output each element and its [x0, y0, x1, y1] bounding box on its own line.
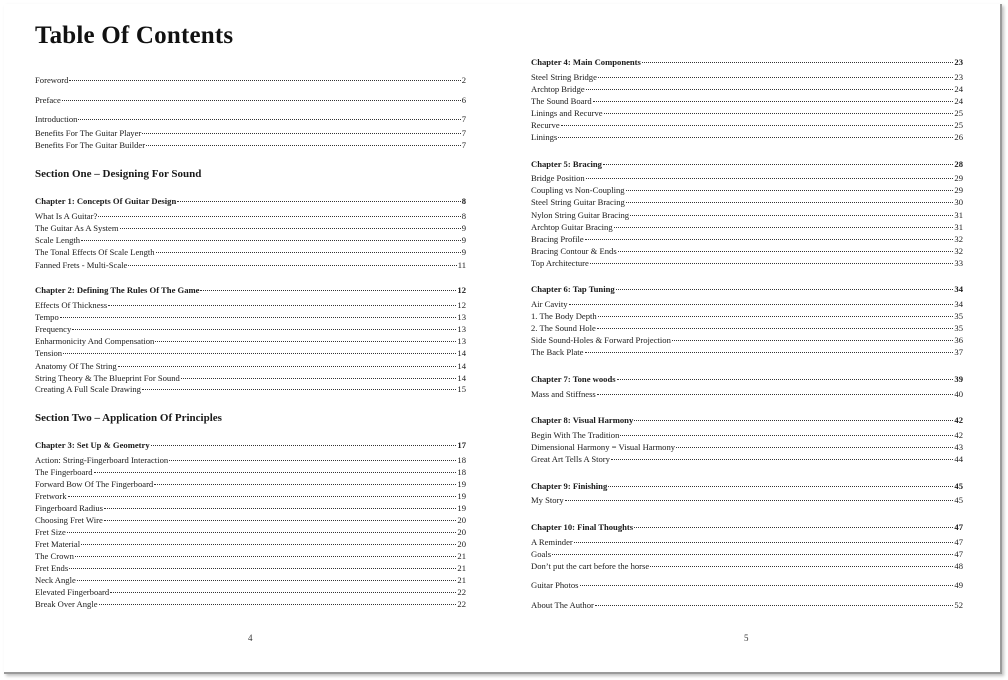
toc-entry-row: [35, 479, 466, 490]
toc-entry-title: Chapter 10: Final Thoughts: [531, 522, 634, 532]
toc-entry-row: [531, 311, 963, 322]
toc-entry-row: [531, 600, 963, 611]
toc-entry-title: Chapter 4: Main Components: [531, 57, 641, 67]
toc-entry-row: [531, 454, 963, 465]
toc-entry-title: The Guitar As A System: [35, 223, 119, 233]
toc-entry-title: Chapter 7: Tone woods: [531, 374, 616, 384]
toc-page-number: 28: [954, 159, 963, 169]
dot-leader: [69, 568, 456, 569]
toc-entry-row: [531, 347, 963, 358]
toc-page-number: 19: [457, 503, 466, 513]
toc-entry-title: Linings: [531, 132, 558, 142]
toc-page-number: 33: [954, 258, 963, 268]
page-number-left: 4: [248, 633, 253, 643]
toc-entry-row: [35, 324, 466, 335]
toc-page-number: 15: [457, 384, 466, 394]
toc-entry-row: [531, 222, 963, 233]
toc-page-number: 7: [461, 114, 466, 124]
toc-entry-row: [531, 537, 963, 548]
toc-entry-title: Break Over Angle: [35, 599, 98, 609]
toc-entry-row: [35, 467, 466, 478]
dot-leader: [569, 304, 954, 305]
toc-entry-title: Chapter 5: Bracing: [531, 159, 602, 169]
dot-leader: [561, 125, 954, 126]
dot-leader: [617, 379, 954, 380]
toc-entry-title: Benefits For The Guitar Builder: [35, 140, 146, 150]
toc-page-number: 8: [461, 196, 466, 206]
dot-leader: [634, 527, 953, 528]
toc-entry-row: [531, 580, 963, 591]
dot-leader: [81, 240, 461, 241]
toc-entry-row: [531, 258, 963, 269]
toc-entry-title: Action: String-Fingerboard Interaction: [35, 455, 169, 465]
toc-entry-row: [35, 247, 466, 258]
toc-page-number: 23: [954, 72, 963, 82]
toc-entry-row: [531, 210, 963, 221]
toc-page-number: 2: [461, 75, 466, 85]
toc-entry-row: [531, 96, 963, 107]
toc-entry-title: Fretwork: [35, 491, 67, 501]
toc-entry-row: [531, 234, 963, 245]
toc-entry-row: [531, 72, 963, 83]
toc-page-number: 20: [457, 527, 466, 537]
toc-entry-row: [531, 549, 963, 560]
dot-leader: [69, 80, 460, 81]
dot-leader: [181, 378, 457, 379]
toc-chapter-row: [35, 196, 466, 207]
toc-entry-row: [35, 527, 466, 538]
toc-chapter-row: [531, 159, 963, 170]
toc-page-number: 31: [954, 222, 963, 232]
toc-entry-title: Goals: [531, 549, 552, 559]
toc-entry-row: [35, 361, 466, 372]
toc-chapter-row: [531, 415, 963, 426]
toc-entry-title: My Story: [531, 495, 564, 505]
dot-leader: [676, 447, 953, 448]
toc-page-number: 30: [954, 197, 963, 207]
toc-entry-title: Benefits For The Guitar Player: [35, 128, 142, 138]
toc-page-number: 36: [954, 335, 963, 345]
toc-page-number: 12: [457, 285, 466, 295]
toc-page-number: 20: [457, 539, 466, 549]
toc-entry-row: [531, 197, 963, 208]
toc-entry-row: [35, 300, 466, 311]
toc-page-number: 19: [457, 479, 466, 489]
toc-entry-row: [531, 120, 963, 131]
dot-leader: [177, 201, 460, 202]
toc-page-number: 9: [461, 247, 466, 257]
dot-leader: [72, 329, 456, 330]
toc-entry-title: About The Author: [531, 600, 594, 610]
toc-chapter-row: [35, 285, 466, 296]
toc-entry-row: [531, 430, 963, 441]
toc-entry-row: [35, 563, 466, 574]
toc-entry-title: Steel String Bridge: [531, 72, 597, 82]
dot-leader: [626, 190, 954, 191]
toc-entry-row: [35, 575, 466, 586]
toc-entry-row: [35, 336, 466, 347]
toc-entry-title: Choosing Fret Wire: [35, 515, 103, 525]
toc-page-number: 7: [461, 128, 466, 138]
dot-leader: [110, 592, 456, 593]
toc-page-number: 14: [457, 348, 466, 358]
toc-chapter-row: [531, 284, 963, 295]
dot-leader: [585, 239, 954, 240]
toc-page-number: 23: [954, 57, 963, 67]
toc-chapter-row: [531, 57, 963, 68]
toc-page-number: 47: [954, 549, 963, 559]
dot-leader: [597, 394, 954, 395]
toc-entry-row: [35, 503, 466, 514]
toc-page-number: 12: [457, 300, 466, 310]
toc-entry-title: Elevated Fingerboard: [35, 587, 110, 597]
toc-entry-title: Nylon String Guitar Bracing: [531, 210, 630, 220]
dot-leader: [154, 484, 456, 485]
page-number-right: 5: [744, 633, 749, 643]
toc-page-number: 29: [954, 185, 963, 195]
toc-entry-title: Chapter 9: Finishing: [531, 481, 608, 491]
toc-page-number: 32: [954, 234, 963, 244]
toc-page-number: 26: [954, 132, 963, 142]
toc-entry-row: [35, 114, 466, 125]
dot-leader: [634, 420, 953, 421]
toc-entry-row: [35, 373, 466, 384]
dot-leader: [620, 435, 953, 436]
toc-chapter-row: [531, 481, 963, 492]
toc-page-number: 42: [954, 430, 963, 440]
toc-entry-title: The Back Plate: [531, 347, 584, 357]
dot-leader: [67, 532, 457, 533]
toc-entry-title: Creating A Full Scale Drawing: [35, 384, 141, 394]
toc-entry-title: Top Architecture: [531, 258, 589, 268]
dot-leader: [565, 500, 954, 501]
toc-page-number: 45: [954, 481, 963, 491]
toc-entry-title: Fanned Frets - Multi-Scale: [35, 260, 128, 270]
dot-leader: [672, 340, 954, 341]
toc-entry-title: Fret Size: [35, 527, 66, 537]
toc-page-number: 13: [457, 312, 466, 322]
toc-entry-row: [531, 323, 963, 334]
toc-entry-title: Frequency: [35, 324, 72, 334]
dot-leader: [650, 566, 953, 567]
toc-entry-title: What Is A Guitar?: [35, 211, 98, 221]
dot-leader: [598, 316, 954, 317]
dot-leader: [585, 352, 954, 353]
dot-leader: [630, 215, 953, 216]
dot-leader: [81, 544, 456, 545]
toc-page-number: 24: [954, 84, 963, 94]
toc-entry-row: [35, 599, 466, 610]
toc-entry-title: Chapter 1: Concepts Of Guitar Design: [35, 196, 177, 206]
toc-entry-title: 2. The Sound Hole: [531, 323, 596, 333]
toc-page-number: 17: [457, 440, 466, 450]
toc-page-number: 43: [954, 442, 963, 452]
dot-leader: [642, 62, 954, 63]
toc-entry-title: Coupling vs Non-Coupling: [531, 185, 625, 195]
toc-entry-title: Air Cavity: [531, 299, 568, 309]
toc-entry-row: [35, 235, 466, 246]
dot-leader: [108, 305, 456, 306]
toc-page-number: 22: [457, 587, 466, 597]
toc-entry-title: Recurve: [531, 120, 560, 130]
toc-page-number: 21: [457, 575, 466, 585]
toc-page-number: 40: [954, 389, 963, 399]
toc-entry-row: [35, 312, 466, 323]
toc-page-number: 29: [954, 173, 963, 183]
toc-page-number: 45: [954, 495, 963, 505]
toc-entry-row: [531, 185, 963, 196]
toc-page-number: 22: [457, 599, 466, 609]
toc-entry-title: Effects Of Thickness: [35, 300, 108, 310]
dot-leader: [75, 556, 457, 557]
toc-page-number: 47: [954, 537, 963, 547]
toc-entry-row: [35, 140, 466, 151]
dot-leader: [98, 216, 460, 217]
toc-entry-row: [35, 223, 466, 234]
toc-entry-row: [35, 455, 466, 466]
dot-leader: [611, 459, 953, 460]
toc-entry-row: [35, 539, 466, 550]
toc-entry-title: Archtop Guitar Bracing: [531, 222, 613, 232]
toc-entry-title: Forward Bow Of The Fingerboard: [35, 479, 154, 489]
toc-page-number: 42: [954, 415, 963, 425]
toc-entry-title: Chapter 8: Visual Harmony: [531, 415, 634, 425]
toc-entry-title: Chapter 6: Tap Tuning: [531, 284, 615, 294]
dot-leader: [63, 353, 456, 354]
toc-entry-title: Linings and Recurve: [531, 108, 603, 118]
toc-entry-title: String Theory & The Blueprint For Sound: [35, 373, 180, 383]
dot-leader: [552, 554, 953, 555]
dot-leader: [142, 389, 456, 390]
toc-page-number: 49: [954, 580, 963, 590]
toc-page-number: 35: [954, 323, 963, 333]
toc-page-number: 20: [457, 515, 466, 525]
toc-entry-row: [35, 211, 466, 222]
toc-entry-row: [35, 348, 466, 359]
toc-entry-title: Introduction: [35, 114, 78, 124]
toc-entry-row: [531, 108, 963, 119]
toc-entry-title: Guitar Photos: [531, 580, 579, 590]
toc-page-number: 52: [954, 600, 963, 610]
dot-leader: [169, 460, 456, 461]
toc-entry-title: Don’t put the cart before the horse: [531, 561, 650, 571]
dot-leader: [590, 263, 954, 264]
toc-entry-title: Fingerboard Radius: [35, 503, 104, 513]
dot-leader: [146, 145, 461, 146]
toc-page-number: 19: [457, 491, 466, 501]
toc-entry-title: The Tonal Effects Of Scale Length: [35, 247, 155, 257]
toc-page-number: 47: [954, 522, 963, 532]
dot-leader: [626, 202, 954, 203]
toc-page-number: 18: [457, 455, 466, 465]
toc-entry-title: 1. The Body Depth: [531, 311, 597, 321]
toc-entry-row: [531, 389, 963, 400]
toc-page-number: 14: [457, 361, 466, 371]
toc-entry-title: The Crown: [35, 551, 74, 561]
dot-leader: [62, 100, 461, 101]
dot-leader: [142, 133, 460, 134]
toc-chapter-row: [35, 440, 466, 451]
dot-leader: [151, 445, 457, 446]
toc-page-number: 31: [954, 210, 963, 220]
toc-entry-title: Foreword: [35, 75, 69, 85]
toc-page-number: 25: [954, 108, 963, 118]
toc-entry-title: Mass and Stiffness: [531, 389, 596, 399]
toc-entry-title: The Fingerboard: [35, 467, 93, 477]
dot-leader: [156, 252, 461, 253]
dot-leader: [104, 520, 457, 521]
toc-entry-title: A Reminder: [531, 537, 573, 547]
toc-page-number: 13: [457, 324, 466, 334]
toc-entry-row: [35, 384, 466, 395]
toc-page-number: 9: [461, 223, 466, 233]
toc-page-number: 44: [954, 454, 963, 464]
toc-entry-title: Chapter 3: Set Up & Geometry: [35, 440, 150, 450]
dot-leader: [118, 366, 457, 367]
toc-page-number: 8: [461, 211, 466, 221]
toc-entry-title: Great Art Tells A Story: [531, 454, 610, 464]
dot-leader: [558, 137, 953, 138]
toc-page-number: 25: [954, 120, 963, 130]
toc-page-number: 24: [954, 96, 963, 106]
section-heading: Section Two – Application Of Principles: [35, 412, 222, 424]
toc-page-number: 37: [954, 347, 963, 357]
left-page: [4, 4, 502, 672]
toc-entry-title: Bracing Contour & Ends: [531, 246, 617, 256]
toc-page-number: 6: [461, 95, 466, 105]
toc-page-number: 48: [954, 561, 963, 571]
toc-entry-row: [35, 491, 466, 502]
toc-page-number: 32: [954, 246, 963, 256]
dot-leader: [598, 77, 954, 78]
toc-entry-row: [531, 132, 963, 143]
toc-page-number: 21: [457, 551, 466, 561]
dot-leader: [128, 265, 456, 266]
dot-leader: [580, 585, 954, 586]
page-title: Table Of Contents: [35, 22, 234, 49]
dot-leader: [604, 113, 954, 114]
dot-leader: [616, 289, 954, 290]
toc-entry-title: The Sound Board: [531, 96, 592, 106]
toc-entry-row: [35, 95, 466, 106]
dot-leader: [155, 341, 456, 342]
toc-entry-row: [531, 173, 963, 184]
dot-leader: [618, 251, 954, 252]
toc-entry-row: [35, 551, 466, 562]
dot-leader: [120, 228, 461, 229]
toc-entry-row: [35, 587, 466, 598]
toc-entry-title: Enharmonicity And Compensation: [35, 336, 155, 346]
toc-page-number: 18: [457, 467, 466, 477]
dot-leader: [200, 290, 456, 291]
dot-leader: [78, 119, 460, 120]
toc-page-number: 34: [954, 299, 963, 309]
dot-leader: [574, 542, 954, 543]
dot-leader: [104, 508, 456, 509]
toc-page-number: 35: [954, 311, 963, 321]
toc-page-number: 11: [457, 260, 466, 270]
toc-entry-title: Preface: [35, 95, 61, 105]
toc-entry-row: [35, 260, 466, 271]
toc-entry-row: [35, 75, 466, 86]
toc-entry-title: Begin With The Tradition: [531, 430, 620, 440]
toc-page-number: 7: [461, 140, 466, 150]
dot-leader: [593, 101, 954, 102]
toc-entry-title: Bridge Position: [531, 173, 585, 183]
toc-entry-row: [35, 515, 466, 526]
toc-entry-title: Bracing Profile: [531, 234, 584, 244]
dot-leader: [586, 89, 954, 90]
dot-leader: [603, 164, 953, 165]
dot-leader: [94, 472, 457, 473]
toc-entry-title: Tension: [35, 348, 63, 358]
toc-chapter-row: [531, 374, 963, 385]
toc-entry-title: Neck Angle: [35, 575, 76, 585]
dot-leader: [608, 486, 953, 487]
toc-entry-row: [531, 84, 963, 95]
toc-entry-title: Anatomy Of The String: [35, 361, 117, 371]
toc-entry-row: [531, 561, 963, 572]
dot-leader: [595, 605, 954, 606]
toc-entry-row: [531, 299, 963, 310]
dot-leader: [77, 580, 457, 581]
toc-entry-title: Fret Material: [35, 539, 81, 549]
toc-chapter-row: [531, 522, 963, 533]
dot-leader: [99, 604, 457, 605]
right-page: [502, 4, 1000, 672]
toc-entry-title: Fret Ends: [35, 563, 69, 573]
toc-entry-row: [531, 442, 963, 453]
dot-leader: [597, 328, 954, 329]
toc-entry-title: Chapter 2: Defining The Rules Of The Game: [35, 285, 200, 295]
dot-leader: [586, 178, 954, 179]
toc-entry-title: Archtop Bridge: [531, 84, 585, 94]
toc-entry-title: Side Sound-Holes & Forward Projection: [531, 335, 671, 345]
toc-page-number: 14: [457, 373, 466, 383]
toc-entry-title: Steel String Guitar Bracing: [531, 197, 625, 207]
book-spread: [4, 4, 1002, 674]
toc-page-number: 39: [954, 374, 963, 384]
dot-leader: [68, 496, 457, 497]
toc-page-number: 21: [457, 563, 466, 573]
section-heading: Section One – Designing For Sound: [35, 168, 202, 180]
toc-page-number: 9: [461, 235, 466, 245]
toc-entry-row: [35, 128, 466, 139]
toc-entry-row: [531, 495, 963, 506]
toc-entry-row: [531, 335, 963, 346]
toc-entry-title: Tempo: [35, 312, 59, 322]
toc-page-number: 13: [457, 336, 466, 346]
toc-entry-row: [531, 246, 963, 257]
dot-leader: [60, 317, 457, 318]
dot-leader: [614, 227, 954, 228]
toc-entry-title: Scale Length: [35, 235, 81, 245]
toc-page-number: 34: [954, 284, 963, 294]
toc-entry-title: Dimensional Harmony = Visual Harmony: [531, 442, 676, 452]
